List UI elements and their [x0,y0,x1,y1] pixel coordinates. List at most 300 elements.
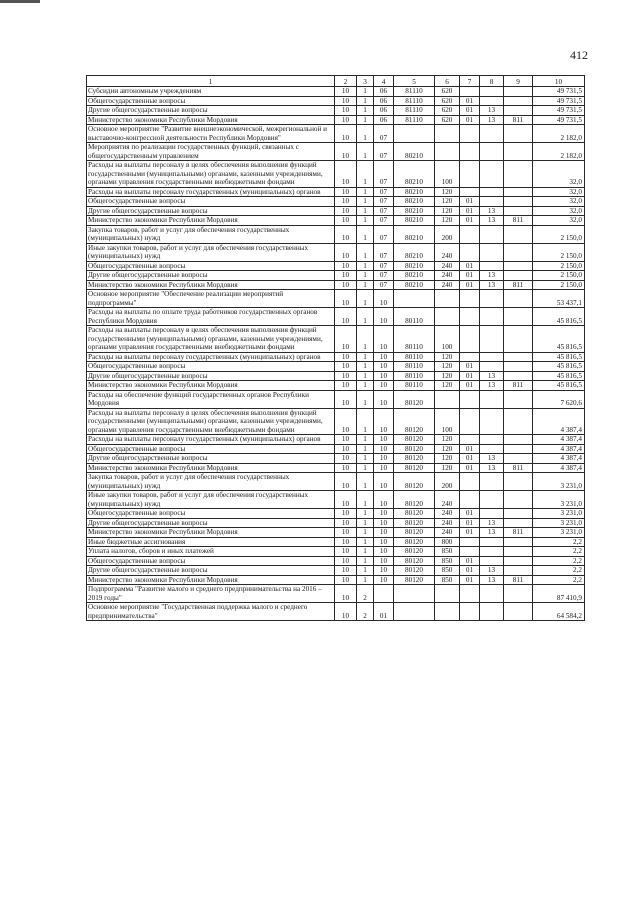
code-cell: 10 [335,435,357,445]
header-cell: 2 [335,76,357,87]
code-cell: 80210 [394,161,435,188]
code-cell: 80120 [394,390,435,408]
row-name-cell: Расходы на обеспечение функций государственных органов Республики Мордовия [87,390,335,408]
table-row [87,518,585,528]
row-name-cell: Подпрограмма "Развитие малого и среднего предпринимательства на 2016 – 2019 годы" [87,585,335,603]
table-row [87,556,585,566]
code-cell: 07 [374,261,394,271]
amount-cell: 2 150,0 [533,261,585,271]
code-cell: 10 [374,390,394,408]
amount-cell: 2 182,0 [533,125,585,143]
code-cell: 10 [374,371,394,381]
row-name-cell: Общегосударственные вопросы [87,261,335,271]
amount-cell: 2,2 [533,566,585,576]
code-cell [504,187,533,197]
code-cell [394,603,435,621]
code-cell: 1 [357,566,374,576]
code-cell: 1 [357,308,374,326]
row-name-cell: Другие общегосударственные вопросы [87,271,335,281]
code-cell: 811 [504,280,533,290]
code-cell [480,290,504,308]
code-cell [504,206,533,216]
table-row [87,161,585,188]
table-row [87,106,585,116]
code-cell [504,547,533,557]
code-cell: 1 [357,216,374,226]
code-cell: 10 [335,106,357,116]
code-cell: 10 [374,463,394,473]
code-cell: 120 [435,352,460,362]
code-cell [504,566,533,576]
table-row [87,537,585,547]
code-cell: 1 [357,390,374,408]
code-cell [460,408,480,435]
code-cell [480,96,504,106]
code-cell: 07 [374,143,394,161]
code-cell: 80210 [394,280,435,290]
code-cell: 10 [335,125,357,143]
code-cell: 120 [435,371,460,381]
amount-cell: 32,0 [533,216,585,226]
code-cell [394,290,435,308]
code-cell: 1 [357,96,374,106]
table-row [87,143,585,161]
code-cell: 10 [335,243,357,261]
row-name-cell: Расходы на выплаты персоналу государственных (муниципальных) органов [87,187,335,197]
code-cell: 80110 [394,371,435,381]
code-cell: 10 [374,518,394,528]
code-cell: 1 [357,518,374,528]
code-cell [460,547,480,557]
code-cell: 1 [357,261,374,271]
code-cell [460,125,480,143]
code-cell: 80120 [394,435,435,445]
amount-cell: 2,2 [533,547,585,557]
code-cell: 07 [374,225,394,243]
amount-cell: 2,2 [533,537,585,547]
code-cell: 80110 [394,326,435,353]
code-cell [480,444,504,454]
code-cell: 13 [480,216,504,226]
code-cell: 120 [435,454,460,464]
code-cell: 10 [335,408,357,435]
table-row [87,454,585,464]
code-cell: 13 [480,115,504,125]
code-cell [504,326,533,353]
code-cell: 07 [374,206,394,216]
code-cell: 80120 [394,518,435,528]
code-cell: 01 [460,206,480,216]
code-cell: 01 [460,280,480,290]
code-cell: 620 [435,96,460,106]
amount-cell: 45 816,5 [533,381,585,391]
row-name-cell: Расходы на выплаты персоналу в целях обеспечения выполнения функций государственными (муниципальными) органами, казенными учреждениями, органами управления государственными внебюджетными фондами [87,326,335,353]
code-cell: 10 [335,187,357,197]
code-cell: 10 [374,352,394,362]
code-cell [460,187,480,197]
code-cell: 10 [374,454,394,464]
code-cell: 10 [335,390,357,408]
code-cell: 01 [460,216,480,226]
code-cell: 80120 [394,444,435,454]
code-cell: 1 [357,362,374,372]
code-cell: 06 [374,96,394,106]
code-cell [480,491,504,509]
code-cell: 01 [460,371,480,381]
code-cell: 100 [435,408,460,435]
code-cell: 80210 [394,216,435,226]
code-cell: 120 [435,206,460,216]
code-cell [504,435,533,445]
code-cell: 80110 [394,308,435,326]
code-cell: 240 [435,271,460,281]
amount-cell: 49 731,5 [533,106,585,116]
table-row [87,435,585,445]
code-cell [460,243,480,261]
code-cell [460,473,480,491]
amount-cell: 32,0 [533,187,585,197]
code-cell: 80210 [394,143,435,161]
table-row [87,125,585,143]
code-cell: 01 [460,106,480,116]
code-cell: 80120 [394,556,435,566]
code-cell: 1 [357,280,374,290]
code-cell: 1 [357,408,374,435]
code-cell: 07 [374,271,394,281]
code-cell [504,161,533,188]
code-cell [504,491,533,509]
table-row [87,326,585,353]
code-cell: 200 [435,225,460,243]
code-cell: 811 [504,115,533,125]
amount-cell: 87 410,9 [533,585,585,603]
row-name-cell: Общегосударственные вопросы [87,556,335,566]
code-cell: 80120 [394,408,435,435]
code-cell: 10 [374,326,394,353]
code-cell: 07 [374,243,394,261]
amount-cell: 2,2 [533,575,585,585]
code-cell: 240 [435,528,460,538]
code-cell: 10 [335,87,357,97]
code-cell [480,390,504,408]
code-cell: 1 [357,352,374,362]
header-cell: 1 [87,76,335,87]
code-cell: 13 [480,463,504,473]
table-row [87,566,585,576]
row-name-cell: Министерство экономики Республики Мордовия [87,528,335,538]
amount-cell: 2,2 [533,556,585,566]
code-cell: 10 [335,491,357,509]
code-cell: 01 [460,556,480,566]
code-cell [460,390,480,408]
table-row [87,280,585,290]
row-name-cell: Министерство экономики Республики Мордовия [87,115,335,125]
table-row [87,206,585,216]
table-row [87,473,585,491]
code-cell: 1 [357,463,374,473]
code-cell: 10 [335,518,357,528]
code-cell: 1 [357,575,374,585]
amount-cell: 32,0 [533,161,585,188]
amount-cell: 4 387,4 [533,454,585,464]
code-cell: 10 [335,362,357,372]
code-cell: 10 [335,473,357,491]
code-cell: 10 [335,96,357,106]
code-cell: 10 [335,381,357,391]
header-cell: 3 [357,76,374,87]
table-row [87,390,585,408]
row-name-cell: Основное мероприятие "Развитие внешнеэкономической, межрегиональной и выставочно-конгрессной деятельности Республики Мордовия" [87,125,335,143]
code-cell [480,187,504,197]
row-name-cell: Иные закупки товаров, работ и услуг для обеспечения государственных (муниципальных) нужд [87,243,335,261]
code-cell: 240 [435,280,460,290]
code-cell [480,556,504,566]
code-cell: 80120 [394,491,435,509]
code-cell [504,352,533,362]
code-cell [504,556,533,566]
table-row [87,187,585,197]
code-cell [460,308,480,326]
code-cell [504,454,533,464]
code-cell [394,125,435,143]
code-cell: 01 [460,115,480,125]
code-cell: 01 [460,463,480,473]
code-cell: 10 [374,566,394,576]
code-cell: 1 [357,371,374,381]
page-number: 412 [570,48,588,62]
code-cell: 10 [335,352,357,362]
code-cell [480,143,504,161]
code-cell: 81110 [394,115,435,125]
code-cell: 80210 [394,271,435,281]
code-cell: 240 [435,261,460,271]
code-cell: 1 [357,556,374,566]
row-name-cell: Общегосударственные вопросы [87,509,335,519]
code-cell [435,125,460,143]
code-cell: 120 [435,463,460,473]
code-cell: 10 [335,290,357,308]
code-cell [504,509,533,519]
code-cell: 1 [357,197,374,207]
amount-cell: 2 150,0 [533,225,585,243]
code-cell: 620 [435,106,460,116]
amount-cell: 4 387,4 [533,463,585,473]
row-name-cell: Министерство экономики Республики Мордовия [87,463,335,473]
code-cell [460,603,480,621]
code-cell: 01 [460,509,480,519]
amount-cell: 4 387,4 [533,435,585,445]
scan-edge-mark [0,0,40,3]
code-cell: 10 [335,143,357,161]
code-cell [504,390,533,408]
code-cell: 1 [357,509,374,519]
amount-cell: 3 231,0 [533,528,585,538]
amount-cell: 7 620,6 [533,390,585,408]
code-cell: 120 [435,362,460,372]
code-cell: 10 [374,473,394,491]
code-cell [480,603,504,621]
code-cell: 811 [504,528,533,538]
code-cell: 10 [374,509,394,519]
code-cell: 120 [435,197,460,207]
code-cell: 1 [357,290,374,308]
code-cell: 10 [335,206,357,216]
code-cell: 240 [435,518,460,528]
code-cell [504,585,533,603]
code-cell: 120 [435,444,460,454]
amount-cell: 2 182,0 [533,143,585,161]
code-cell: 80210 [394,243,435,261]
code-cell: 80210 [394,187,435,197]
code-cell: 10 [335,115,357,125]
row-name-cell: Другие общегосударственные вопросы [87,106,335,116]
row-name-cell: Общегосударственные вопросы [87,362,335,372]
code-cell: 13 [480,575,504,585]
row-name-cell: Министерство экономики Республики Мордовия [87,575,335,585]
code-cell [504,362,533,372]
code-cell [504,444,533,454]
code-cell: 1 [357,125,374,143]
row-name-cell: Мероприятия по реализации государственных функций, связанных с общегосударственным управлением [87,143,335,161]
code-cell [504,143,533,161]
code-cell: 120 [435,216,460,226]
code-cell [435,390,460,408]
code-cell: 1 [357,243,374,261]
code-cell: 80120 [394,537,435,547]
code-cell: 1 [357,87,374,97]
code-cell: 1 [357,491,374,509]
code-cell: 10 [335,216,357,226]
code-cell [460,352,480,362]
code-cell [435,585,460,603]
amount-cell: 3 231,0 [533,473,585,491]
table-row [87,585,585,603]
amount-cell: 4 387,4 [533,408,585,435]
amount-cell: 64 584,2 [533,603,585,621]
code-cell: 07 [374,280,394,290]
code-cell: 01 [460,271,480,281]
code-cell: 200 [435,473,460,491]
table-row [87,362,585,372]
code-cell: 1 [357,473,374,491]
code-cell: 10 [335,463,357,473]
row-name-cell: Другие общегосударственные вопросы [87,371,335,381]
amount-cell: 49 731,5 [533,96,585,106]
code-cell [504,125,533,143]
row-name-cell: Другие общегосударственные вопросы [87,206,335,216]
table-row [87,491,585,509]
code-cell [480,326,504,353]
code-cell [504,106,533,116]
code-cell: 10 [335,566,357,576]
code-cell [394,585,435,603]
code-cell [504,261,533,271]
row-name-cell: Закупка товаров, работ и услуг для обеспечения государственных (муниципальных) нужд [87,225,335,243]
code-cell: 1 [357,547,374,557]
code-cell: 81110 [394,87,435,97]
row-name-cell: Субсидии автономным учреждениям [87,87,335,97]
code-cell: 800 [435,537,460,547]
code-cell: 10 [335,371,357,381]
code-cell: 1 [357,381,374,391]
code-cell: 100 [435,326,460,353]
code-cell [504,537,533,547]
amount-cell: 45 816,5 [533,308,585,326]
code-cell: 10 [374,290,394,308]
code-cell: 80120 [394,454,435,464]
code-cell: 80120 [394,547,435,557]
code-cell [435,143,460,161]
table-body [87,87,585,621]
amount-cell: 3 231,0 [533,491,585,509]
code-cell: 01 [460,528,480,538]
table-row [87,271,585,281]
table-row [87,197,585,207]
code-cell: 81110 [394,106,435,116]
code-cell: 80120 [394,575,435,585]
code-cell: 1 [357,225,374,243]
code-cell: 13 [480,206,504,216]
row-name-cell: Министерство экономики Республики Мордовия [87,381,335,391]
amount-cell: 3 231,0 [533,518,585,528]
code-cell: 620 [435,87,460,97]
code-cell: 2 [357,585,374,603]
code-cell: 1 [357,435,374,445]
code-cell: 07 [374,187,394,197]
code-cell: 1 [357,187,374,197]
table-row [87,96,585,106]
header-cell: 4 [374,76,394,87]
code-cell: 120 [435,435,460,445]
code-cell: 13 [480,454,504,464]
table-row [87,603,585,621]
code-cell [480,537,504,547]
code-cell: 10 [374,528,394,538]
table-row [87,352,585,362]
code-cell: 811 [504,381,533,391]
code-cell: 120 [435,381,460,391]
code-cell: 240 [435,491,460,509]
table-row [87,87,585,97]
code-cell: 13 [480,371,504,381]
code-cell: 01 [460,197,480,207]
code-cell: 80120 [394,509,435,519]
code-cell: 80110 [394,352,435,362]
code-cell: 10 [374,575,394,585]
code-cell: 01 [460,444,480,454]
amount-cell: 49 731,5 [533,87,585,97]
code-cell [480,87,504,97]
code-cell [504,408,533,435]
code-cell: 1 [357,115,374,125]
table-row [87,290,585,308]
amount-cell: 53 437,1 [533,290,585,308]
code-cell [435,290,460,308]
code-cell [504,473,533,491]
code-cell: 13 [480,106,504,116]
code-cell [460,585,480,603]
row-name-cell: Расходы на выплаты персоналу государственных (муниципальных) органов [87,435,335,445]
code-cell: 01 [460,261,480,271]
row-name-cell: Общегосударственные вопросы [87,96,335,106]
header-cell: 5 [394,76,435,87]
code-cell: 13 [480,280,504,290]
table-header-row [87,76,585,87]
code-cell: 10 [335,528,357,538]
code-cell [435,603,460,621]
code-cell: 1 [357,143,374,161]
code-cell: 06 [374,106,394,116]
